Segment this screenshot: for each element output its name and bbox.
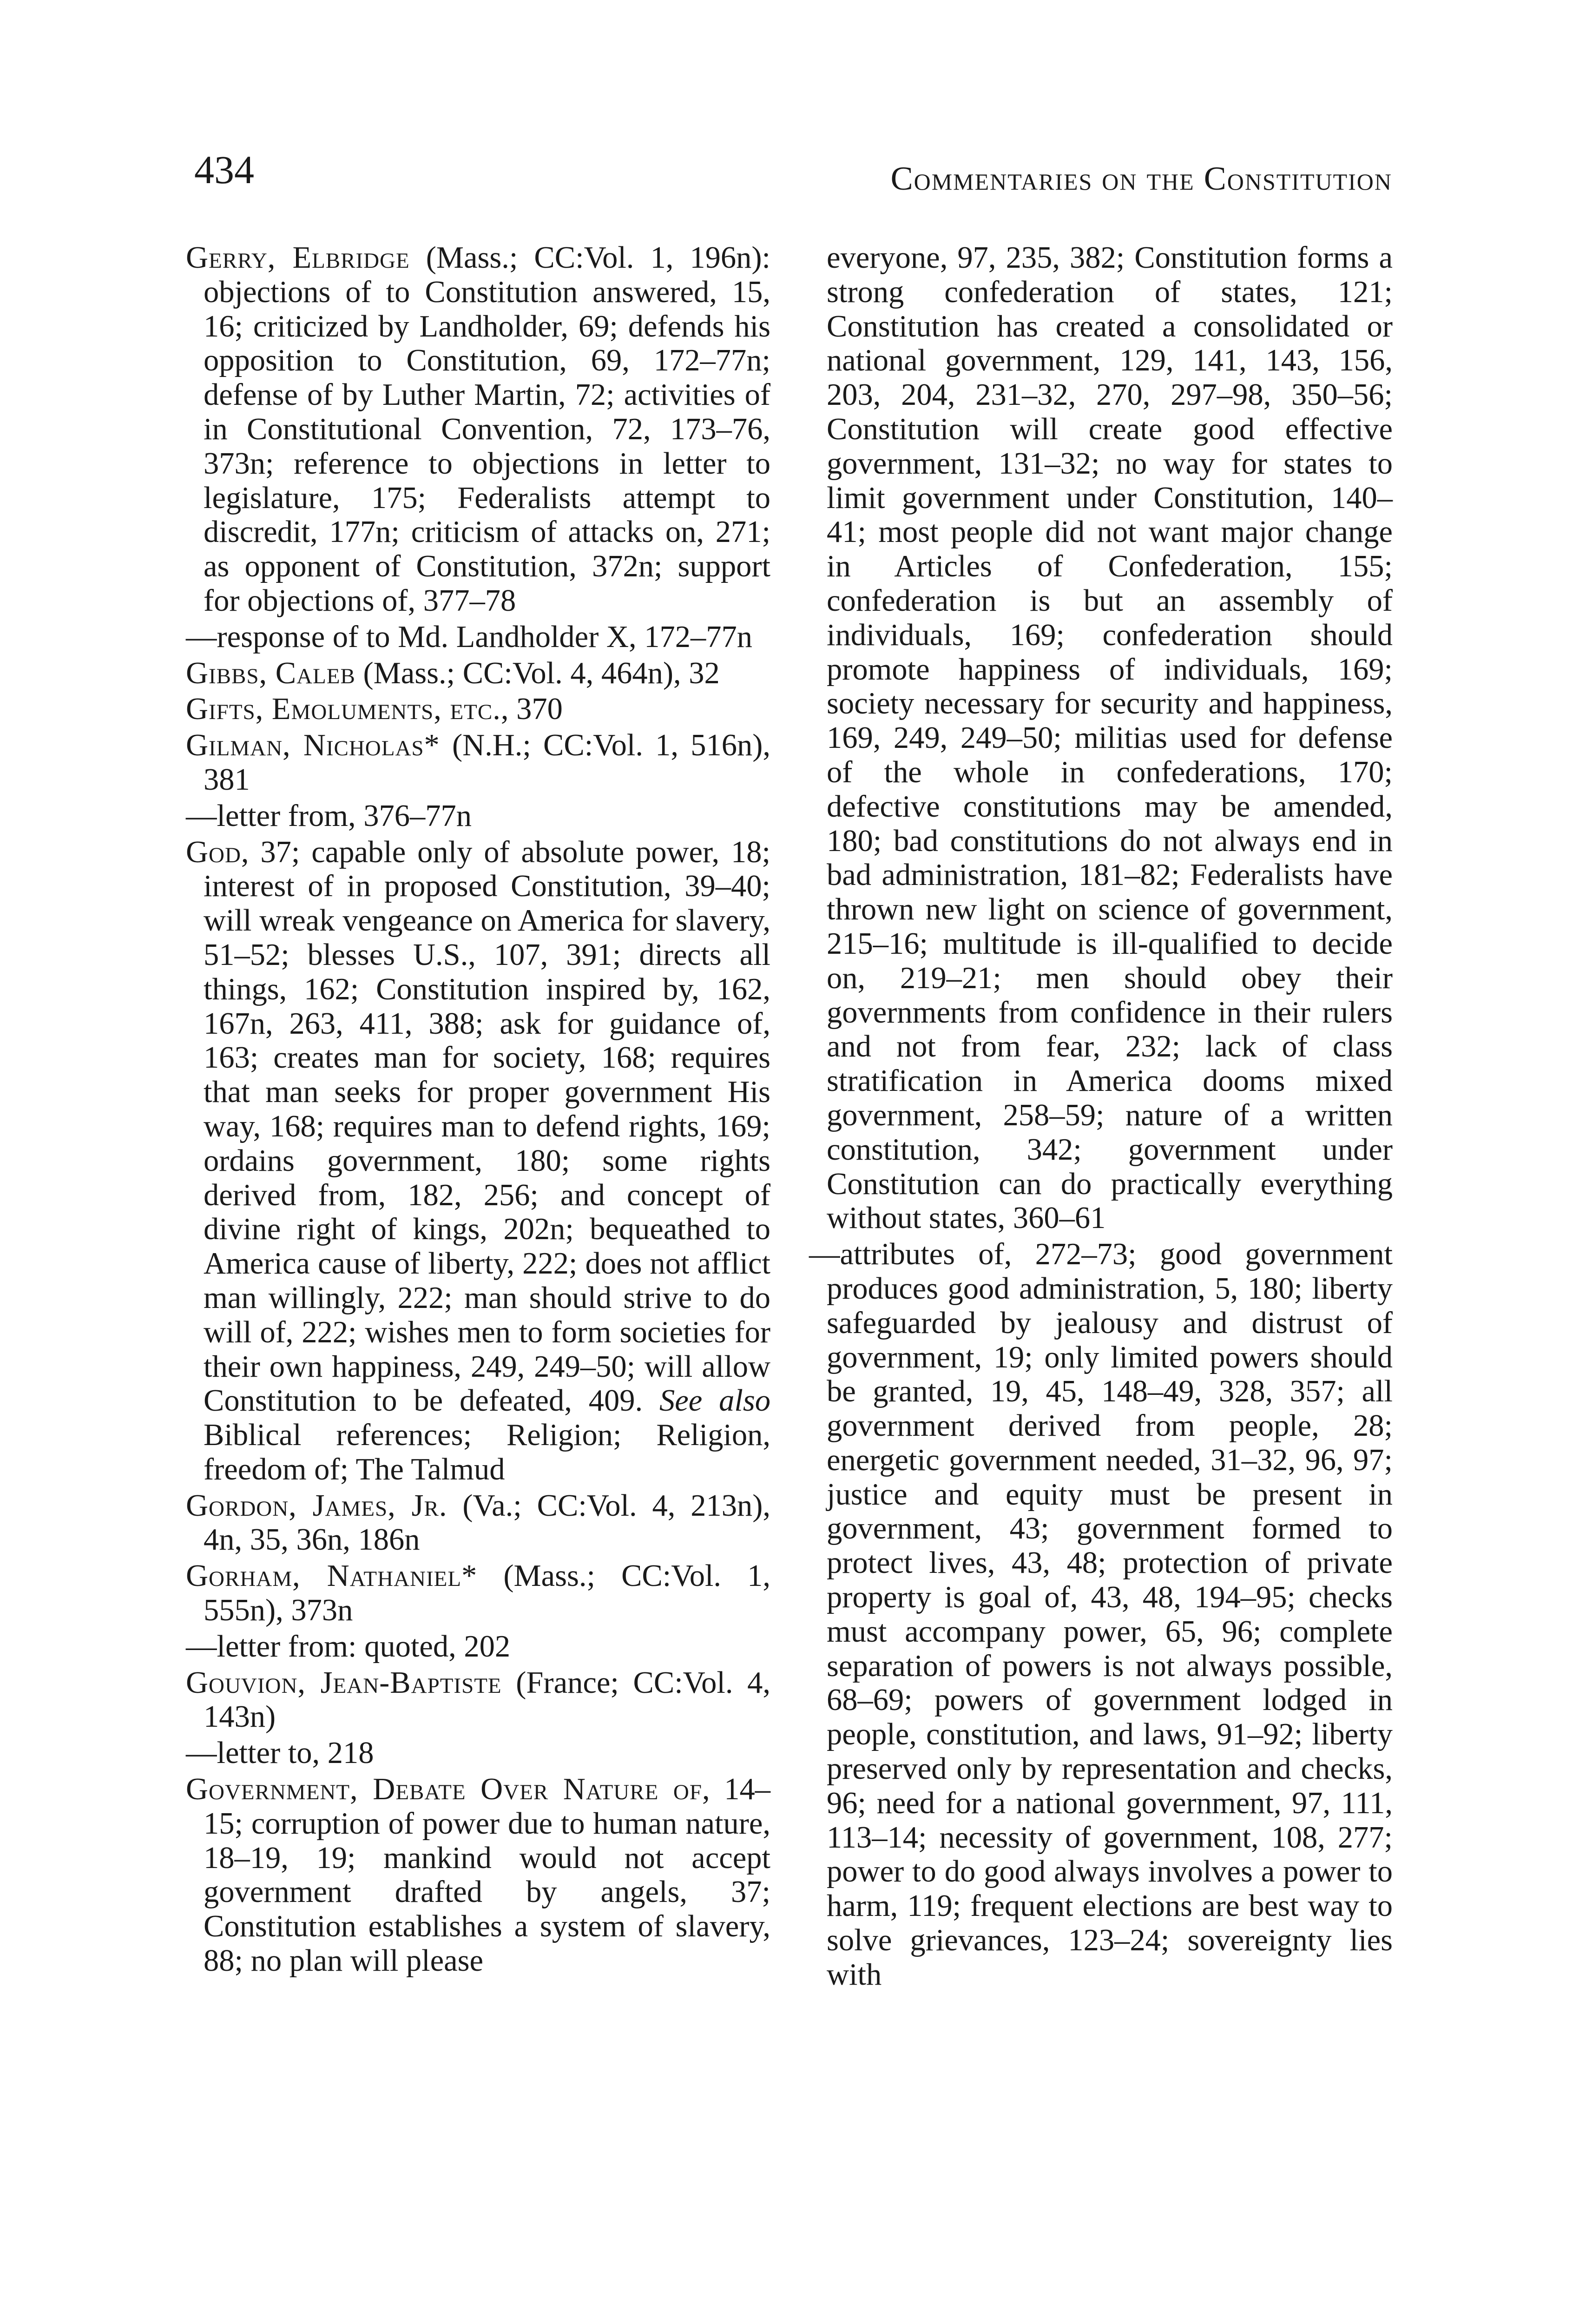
entry-text: , 14–15; corruption of power due to human nature, 18–19, 19; mankind would not accept government drafted by angels, 37; Constitution establishes a system of slavery, 88; no plan will please xyxy=(204,1772,770,1978)
entry-heading: Gifts, Emoluments, etc. xyxy=(186,692,501,726)
index-subentry: —letter from, 376–77n xyxy=(186,799,472,833)
index-entry xyxy=(186,656,770,691)
entry-heading: Gibbs, Caleb xyxy=(186,656,355,690)
entry-heading: God xyxy=(186,835,241,869)
entry-text: (Mass.; CC:Vol. 1, 555n), 373n xyxy=(204,1559,770,1628)
index-entry xyxy=(186,1489,770,1558)
entry-heading: Gordon, James, Jr. xyxy=(186,1488,447,1523)
running-title: Commentaries on the Constitution xyxy=(890,160,1392,197)
entry-text: (N.H.; CC:Vol. 1, 516n), 381 xyxy=(204,728,770,797)
entry-heading: Gouvion, Jean-Baptiste xyxy=(186,1665,502,1700)
entry-text: (France; CC:Vol. 4, 143n) xyxy=(204,1665,770,1734)
page-number: 434 xyxy=(194,147,254,192)
index-entry xyxy=(186,1559,770,1628)
entry-text: (Mass.; CC:Vol. 1, 196n): objections of to Constitution answered, 15, 16; criticized by Landholder, 69; defends his opposition to Constitution, 69, 172–77n; defense of by Luther Martin, 72; activities of in Constitutional Convention, 72, 173–76, 373n; reference to objections in letter to legislature, 175; Federalists attempt to discredit, 177n; criticism of attacks on, 271; as opponent of Constitution, 372n; support for objections of, 377–78 xyxy=(204,241,770,618)
entry-text: (Mass.; CC:Vol. 4, 464n), 32 xyxy=(355,656,720,690)
entry-heading: Gorham, Nathaniel* xyxy=(186,1559,478,1593)
entry-heading: Gilman, Nicholas* xyxy=(186,728,440,763)
index-subentry: —attributes of, 272–73; good government produces good administration, 5, 180; liberty safeguarded by jealousy and distrust of government, 19; only limited powers should be granted, 19, 45, 148–49, 328, 357; all government derived from people, 28; energetic government needed, 31–32, 96, 97; justice and equity must be present in government, 43; government formed to protect lives, 43, 48; protection of private property is goal of, 43, 48, 194–95; checks must accompany power, 65, 96; complete separation of powers is not always possible, 68–69; powers of government lodged in people, constitution, and laws, 91–92; liberty preserved only by representation and checks, 96; need for a national government, 97, 111, 113–14; necessity of government, 108, 277; power to do good always involves a power to harm, 119; frequent elections are best way to solve grievances, 123–24; sovereignty lies with xyxy=(809,1237,1393,1992)
index-subentry: —letter from: quoted, 202 xyxy=(186,1629,511,1664)
index-entry xyxy=(186,835,770,1487)
entry-text: , 370 xyxy=(500,692,563,726)
see-also-text: Biblical references; Religion; Religion, freedom of; The Talmud xyxy=(204,1418,770,1486)
entry-text: (Va.; CC:Vol. 4, 213n), 4n, 35, 36n, 186n xyxy=(204,1488,770,1557)
index-entry xyxy=(186,241,770,618)
index-subentry: —response of to Md. Landholder X, 172–77n xyxy=(186,620,752,654)
index-subentry: —letter to, 218 xyxy=(186,1736,374,1770)
index-entry xyxy=(186,1666,770,1735)
index-entry xyxy=(186,1772,770,1978)
see-also-label: See also xyxy=(659,1384,770,1418)
index-entry xyxy=(186,692,770,726)
entry-heading: Gerry, Elbridge xyxy=(186,241,410,275)
index-entry xyxy=(186,728,770,797)
entry-text: , 37; capable only of absolute power, 18; interest of in proposed Constitution, 39–40; will wreak vengeance on America for slavery, 51–52; blesses U.S., 107, 391; directs all things, 162; Constitution inspired by, 162, 167n, 263, 411, 388; ask for guidance of, 163; creates man for society, 168; requires that man seeks for proper government His way, 168; requires man to defend rights, 169; ordains government, 180; some rights derived from, 182, 256; and concept of divine right of kings, 202n; bequeathed to America cause of liberty, 222; does not afflict man willingly, 222; man should strive to do will of, 222; wishes men to form societies for their own happiness, 249, 249–50; will allow Constitution to be defeated, 409. xyxy=(204,835,770,1418)
index-column-right xyxy=(809,241,1393,1994)
index-entry-continued: everyone, 97, 235, 382; Constitution forms a strong confederation of states, 121; Constitution has created a consolidated or national government, 129, 141, 143, 156, 203, 204, 231–32, 270, 297–98, 350–56; Constitution will create good effective government, 131–32; no way for states to limit government under Constitution, 140–41; most people did not want major change in Articles of Confederation, 155; confederation is but an assembly of individuals, 169; confederation should promote happiness of individuals, 169; society necessary for security and happiness, 169, 249, 249–50; militias used for defense of the whole in confederations, 170; defective constitutions may be amended, 180; bad constitutions do not always end in bad administration, 181–82; Federalists have thrown new light on science of government, 215–16; multitude is ill-qualified to decide on, 219–21; men should obey their governments from confidence in their rulers and not from fear, 232; lack of class stratification in America dooms mixed government, 258–59; nature of a written constitution, 342; government under Constitution can do practically everything without states, 360–61 xyxy=(827,241,1393,1235)
index-column-left xyxy=(186,241,770,1980)
entry-heading: Government, Debate Over Nature of xyxy=(186,1772,702,1807)
